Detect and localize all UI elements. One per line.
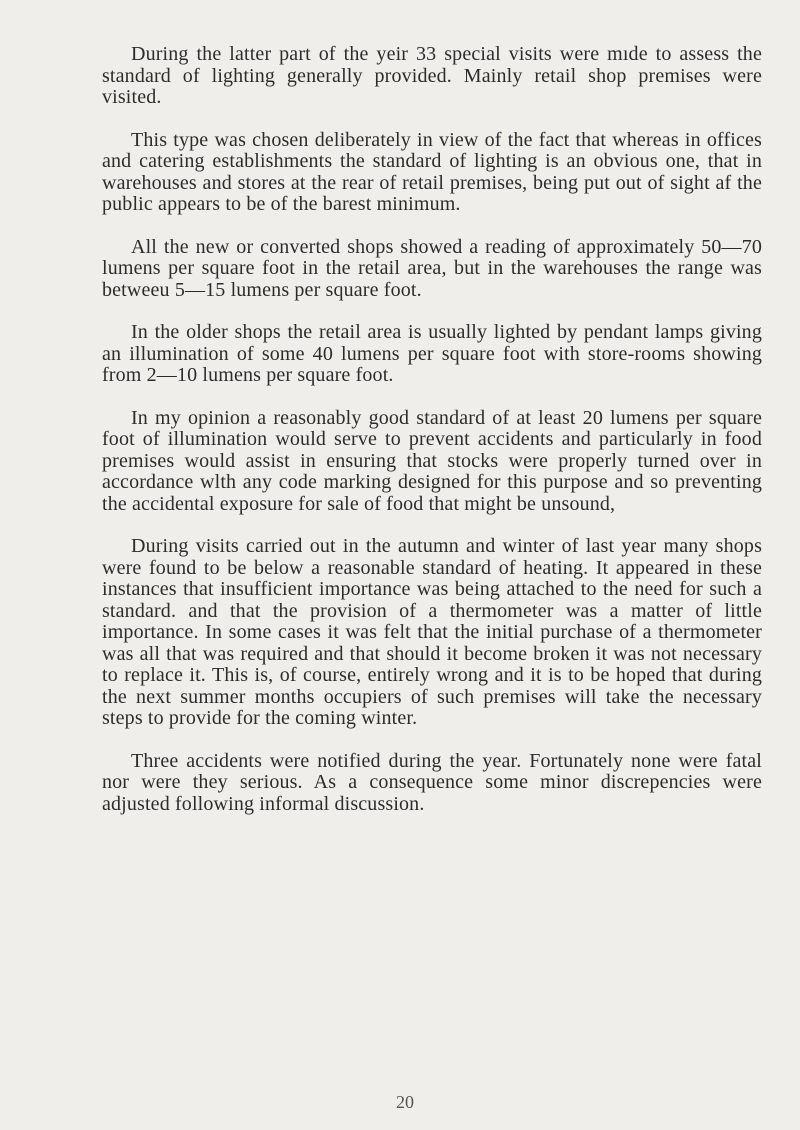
- paragraph-opinion-standard: In my opinion a reasonably good standard of at least 20 lumens per square foot of illumination would serve to prevent accidents and particularly in food premises would assist in ensuring that stocks were properly turned over in accordance wlth any code marking designed for this purpose and so preventing the accidental exposure for sale of food that might be unsound,: [102, 406, 762, 515]
- paragraph-new-shops-lighting: All the new or converted shops showed a reading of approximately 50—70 lumens per square foot in the retail area, but in the warehouses the range was betweeu 5—15 lumens per square foot.: [102, 235, 762, 301]
- paragraph-special-visits: During the latter part of the yeir 33 special visits were mıde to assess the standard of lighting generally provided. Mainly retail shop premises were visited.: [102, 43, 762, 108]
- paragraph-type-chosen: This type was chosen deliberately in view of the fact that whereas in offices and catering establishments the standard of lighting is an obvious one, that in warehouses and stores at the rear of retail premises, being put out of sight af the public appears to be of the barest minimum.: [102, 128, 762, 215]
- paragraph-older-shops: In the older shops the retail area is usually lighted by pendant lamps giving an illumination of some 40 lumens per square foot with store-rooms showing from 2—10 lumens per square foot.: [102, 321, 762, 386]
- paragraph-accidents: Three accidents were notified during the year. Fortunately none were fatal nor were they serious. As a consequence some minor discrepencies were adjusted following informal discussion.: [102, 749, 762, 815]
- body-text: [102, 44, 762, 836]
- page-number: 20: [396, 1092, 414, 1112]
- paragraph-heating: During visits carried out in the autumn and winter of last year many shops were found to be below a reasonable standard of heating. It appeared in these instances that insufficient importance was being attached to the need for such a standard. and that the provision of a thermometer was a matter of little importance. In some cases it was felt that the initial purchase of a thermometer was all that was required and that should it become broken it was not necessary to replace it. This is, of course, entirely wrong and it is to be hoped that during the next summer months occupiers of such premises will take the necessary steps to provide for the coming winter.: [102, 535, 762, 729]
